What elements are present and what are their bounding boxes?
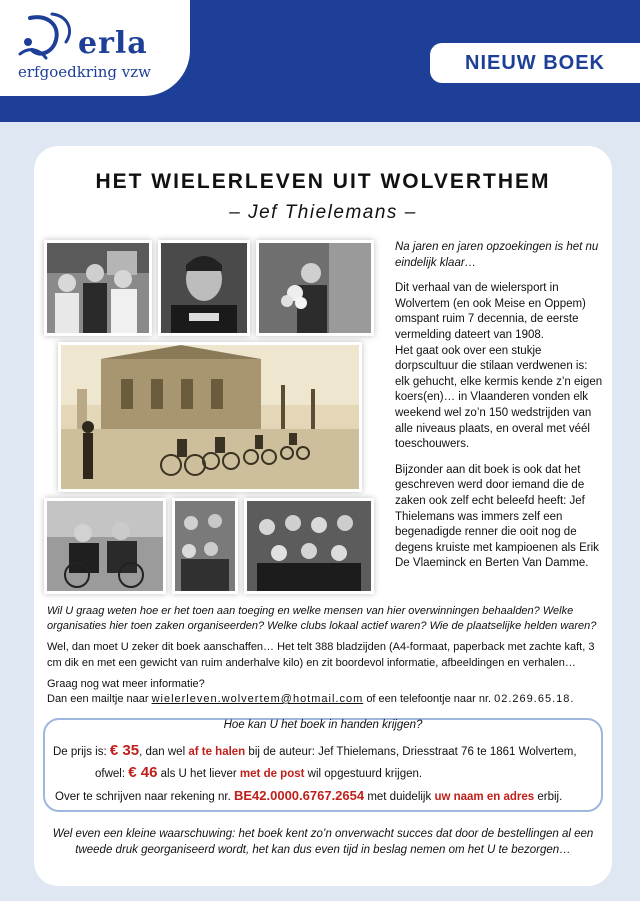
post-emphasis: met de post (239, 768, 305, 780)
order-box (43, 718, 603, 812)
body-text (47, 604, 603, 707)
contact-paragraph (47, 677, 603, 707)
account-number: BE42.0000.6767.2654 (233, 788, 365, 803)
photo-collage (44, 240, 374, 600)
order-heading: Hoe kan U het boek in handen krijgen? (223, 719, 423, 731)
photo-race-village (58, 342, 362, 492)
description-paragraph: Wel, dan moet U zeker dit boek aanschaffen… Het telt 388 bladzijden (A4-formaat, paperback met zachte kaft, 3 cm dik en met een gewicht van ruim anderhalve kilo) en zit boordevol informatie, afbeeldingen en verhalen… (47, 641, 595, 669)
brand-subtitle: erfgoedkring vzw (18, 63, 152, 81)
intro-paragraph-2: Dit verhaal van de wielersport in Wolvertem (en ook Meise en Oppem) omspant ruim 7 decennia, de eerste vermelding dateert van 1908. (395, 282, 586, 341)
photo-family (44, 240, 152, 336)
contact-prefix: Dan een mailtje naar (47, 693, 149, 706)
photo-rider-portrait (158, 240, 250, 336)
intro-paragraph-4: Bijzonder aan dit boek is ook dat het geschreven werd door iemand die de zaken ook zelf echt beleefd heeft: Jef Thielemans was immers zelf een begenadigde renner die ooit nog de degens kruiste met kampioenen als Erik De Vlaeminck en Berten Van Damme. (395, 463, 599, 570)
warning-note: Wel even een kleine waarschuwing: het boek kent zo’n onverwacht succes dat door de bestellingen al een tweede druk georganiseerd wordt, het kan dus even tijd in beslag nemen om het U te bezorgen… (52, 828, 594, 856)
photo-riders-group (44, 498, 166, 594)
post-price: € 46 (128, 764, 158, 781)
pickup-price-line: De prijs is: € 35, dan wel af te halen bij de auteur: Jef Thielemans, Driesstraat 76 te 1861 Wolvertem, (53, 742, 577, 759)
photo-children-group (172, 498, 238, 594)
transfer-emphasis: uw naam en adres (434, 791, 535, 803)
questions-paragraph: Wil U graag weten hoe er het toen aan toeging en welke mensen van hier overwinningen behaalden? Welke organisaties hier toen zaken organiseerden? Welke clubs lokaal actief waren? Wie de plaatselijke helden waren? (47, 605, 597, 633)
content-card (34, 146, 612, 886)
author-line: – Jef Thielemans – (229, 202, 417, 223)
brand-name: erla (78, 26, 148, 61)
intro-text (395, 240, 605, 582)
photo-club-team (244, 498, 374, 594)
cyclist-logo-icon (16, 10, 86, 66)
more-info-label: Graag nog wat meer informatie? (47, 677, 205, 690)
book-title: HET WIELERLEVEN UIT WOLVERTHEM (95, 170, 551, 193)
logo[interactable] (0, 0, 190, 96)
phone-number: 02.269.65.18. (494, 693, 575, 706)
photo-winner-flowers (256, 240, 374, 336)
post-price-line: ofwel: € 46 als U het liever met de post wil opgestuurd krijgen. (95, 764, 423, 781)
new-book-badge: NIEUW BOEK (430, 43, 640, 83)
transfer-line: Over te schrijven naar rekening nr. BE42.0000.6767.2654 met duidelijk uw naam en adres erbij. (55, 788, 563, 803)
intro-paragraph-1: Na jaren en jaren opzoekingen is het nu eindelijk klaar… (395, 241, 599, 269)
header-band (0, 0, 640, 122)
email-link[interactable]: wielerleven.wolvertem@hotmail.com (151, 693, 364, 706)
pickup-price: € 35 (109, 742, 140, 759)
contact-middle: of een telefoontje naar nr. (366, 693, 492, 706)
intro-paragraph-3: Het gaat ook over een stukje dorpscultuur die stilaan verdwenen is: elk gehucht, elke kermis kende z’n eigen koers(en)… in Vlaanderen vonden elk weekend wel zo’n 150 wedstrijden van alle niveaus plaats, en overal met véél toeschouwers. (395, 344, 603, 451)
pickup-emphasis: af te halen (188, 746, 246, 758)
